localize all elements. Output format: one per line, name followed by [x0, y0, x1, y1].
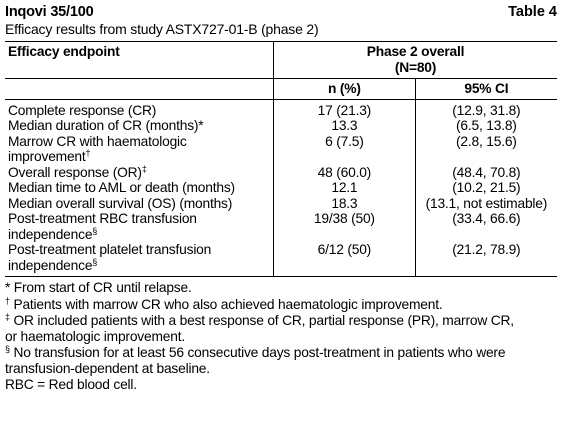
table-row: [5, 180, 557, 196]
dagger-mark: †: [5, 295, 10, 306]
table-label: Table 4: [508, 4, 557, 20]
endpoint-label: Overall response (OR): [8, 164, 142, 180]
footnote-section: [5, 345, 557, 376]
cell-endpoint: [5, 242, 274, 277]
ddagger-mark: ‡: [5, 312, 10, 322]
subheader-empty: [5, 79, 274, 100]
column-header-n-pct: n (%): [274, 79, 416, 100]
footnote-dagger-text: Patients with marrow CR who also achieved haematologic improvement.: [9, 296, 443, 312]
endpoint-label: Post-treatment platelet transfusion: [8, 242, 212, 257]
endpoint-label: Median duration of CR (months)*: [8, 118, 204, 133]
cell-endpoint: [5, 118, 274, 134]
table-body: [5, 99, 557, 277]
footnote-section-text-1: No transfusion for at least 56 consecutive days post-treatment in patients who were: [9, 345, 506, 360]
endpoint-label-cont: independence: [8, 257, 93, 273]
table-row: [5, 134, 557, 165]
cell-ci: (33.4, 66.6): [415, 211, 557, 242]
cell-n-pct: 13.3: [274, 118, 416, 134]
cell-endpoint: [5, 165, 274, 181]
footnote-rbc: RBC = Red blood cell.: [5, 377, 137, 392]
group-header-line1: Phase 2 overall: [366, 44, 465, 59]
cell-n-pct: 6/12 (50): [274, 242, 416, 277]
cell-endpoint: [5, 99, 274, 118]
table-subheader-row: [5, 79, 557, 100]
cell-n-pct: 12.1: [274, 180, 416, 196]
cell-ci: (48.4, 70.8): [415, 165, 557, 181]
cell-n-pct: 6 (7.5): [274, 134, 416, 165]
cell-n-pct: 18.3: [274, 196, 416, 212]
cell-n-pct: 19/38 (50): [274, 211, 416, 242]
footnote-ddagger-text-2: or haematologic improvement.: [5, 328, 185, 344]
footnote-star: * From start of CR until relapse.: [5, 280, 192, 295]
cell-endpoint: [5, 196, 274, 212]
table-row: [5, 211, 557, 242]
footnote-ddagger-text-1: OR included patients with a best response of CR, partial response (PR), marrow CR,: [9, 313, 514, 328]
footnotes: [5, 280, 557, 393]
table-row: [5, 242, 557, 277]
column-header-ci: 95% CI: [415, 79, 557, 100]
footnote-marker: §: [92, 225, 98, 236]
cell-ci: (10.2, 21.5): [415, 180, 557, 196]
endpoint-label: Median overall survival (OS) (months): [8, 195, 233, 211]
table-subtitle: Efficacy results from study ASTX727-01-B (phase 2): [5, 21, 319, 37]
footnote-section-text-2: transfusion-dependent at baseline.: [5, 360, 210, 376]
endpoint-label: Post-treatment RBC transfusion: [8, 211, 197, 226]
endpoint-label: Marrow CR with haematologic: [8, 133, 187, 149]
footnote-marker: ‡: [141, 163, 147, 174]
cell-endpoint: [5, 211, 274, 242]
footnote-ddagger: [5, 313, 557, 344]
cell-ci: (2.8, 15.6): [415, 134, 557, 165]
endpoint-label-cont: improvement: [8, 149, 86, 164]
footnote-marker: §: [92, 256, 98, 267]
cell-ci: (12.9, 31.8): [415, 99, 557, 118]
footnote-dagger: [5, 297, 557, 313]
table-row: [5, 118, 557, 134]
endpoint-label: Complete response (CR): [8, 102, 157, 118]
document-title: Inqovi 35/100: [5, 4, 94, 20]
column-header-endpoint: Efficacy endpoint: [5, 42, 274, 79]
table-header-row: [5, 42, 557, 79]
cell-endpoint: [5, 180, 274, 196]
cell-n-pct: 17 (21.3): [274, 99, 416, 118]
footnote-marker: †: [85, 148, 91, 158]
cell-n-pct: 48 (60.0): [274, 165, 416, 181]
group-header-line2: (N=80): [394, 59, 437, 75]
document-header: [5, 4, 557, 20]
cell-endpoint: [5, 134, 274, 165]
endpoint-label-cont: independence: [8, 226, 93, 242]
document: [5, 4, 557, 394]
cell-ci: (21.2, 78.9): [415, 242, 557, 277]
table-row: [5, 99, 557, 118]
efficacy-table: [5, 41, 557, 277]
table-row: [5, 165, 557, 181]
cell-ci: (13.1, not estimable): [415, 196, 557, 212]
column-group-header: [274, 42, 558, 79]
table-row: [5, 196, 557, 212]
endpoint-label: Median time to AML or death (months): [8, 180, 235, 195]
cell-ci: (6.5, 13.8): [415, 118, 557, 134]
section-mark: §: [5, 344, 10, 354]
